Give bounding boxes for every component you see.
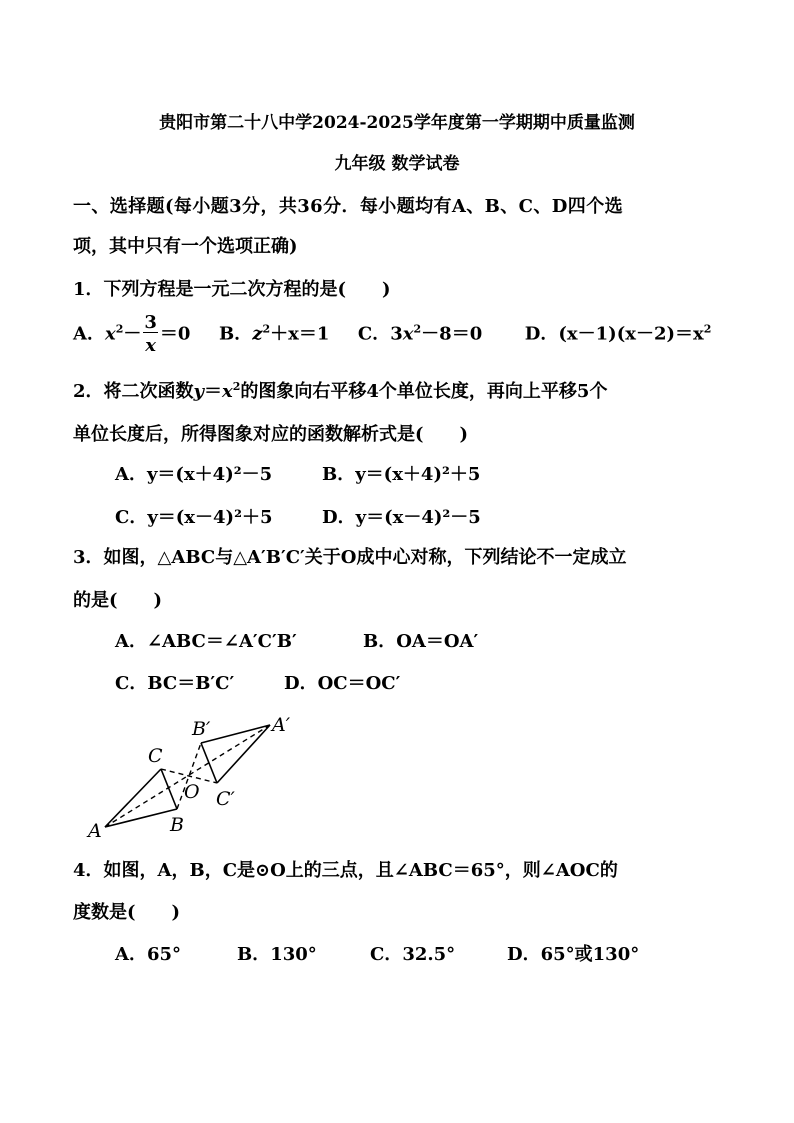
q4-stem-line1: 4．如图，A，B，C是⊙O上的三点，且∠ABC＝65°，则∠AOC的 xyxy=(73,860,618,881)
label-c-prime: C′ xyxy=(216,788,235,810)
q4-option-c: C．32.5° xyxy=(370,944,456,965)
label-c: C xyxy=(148,745,163,767)
q3-option-d: D．OC＝OC′ xyxy=(284,673,401,694)
q1-option-c-label: C． xyxy=(357,323,391,345)
q4-option-a: A．65° xyxy=(115,944,182,965)
q2-stem-part1: 2．将二次函数 xyxy=(73,381,194,402)
q3-stem-line2: 的是( ) xyxy=(73,590,163,611)
q1-option-d-label: D． xyxy=(524,323,559,345)
q4-option-d: D．65°或130° xyxy=(507,944,640,965)
triangle-abc xyxy=(105,769,177,827)
fraction-numerator: 3 xyxy=(144,312,157,333)
q1-option-c-tail: －8＝0 xyxy=(421,323,483,345)
q1-option-b-label: B． xyxy=(218,323,253,345)
q1-option-b-tail: ＋x＝1 xyxy=(270,323,330,345)
triangle-a-prime-b-prime-c-prime xyxy=(201,725,270,783)
label-o: O xyxy=(184,781,200,803)
q2-option-c: C．y＝(x－4)²＋5 xyxy=(115,507,273,528)
exam-subtitle: 九年级 数学试卷 xyxy=(334,154,460,174)
q3-stem-line1: 3．如图，△ABC与△A′B′C′关于O成中心对称，下列结论不一定成立 xyxy=(73,547,627,568)
section-heading-line2: 项，其中只有一个选项正确) xyxy=(73,236,298,257)
label-a-prime: A′ xyxy=(272,714,291,736)
section-heading-line1: 一、选择题(每小题3分，共36分．每小题均有A、B、C、D四个选 xyxy=(73,196,624,217)
label-a: A xyxy=(88,820,102,842)
q3-option-a: A．∠ABC＝∠A′C′B′ xyxy=(115,631,297,652)
q1-option-a-tail: ＝0 xyxy=(159,323,191,345)
q1-option-a-label: A． xyxy=(73,323,105,345)
q3-option-b: B．OA＝OA′ xyxy=(363,631,479,652)
q3-option-c: C．BC＝B′C′ xyxy=(115,673,235,694)
q3-figure xyxy=(80,705,310,845)
q1-options: A．$x^2-$ $\frac{3}{x}$ ＝0 B．$z^2+x=1$ C．$3x^2-8=0$ D．$(x-1)(x-2)=x^2$ xyxy=(73,312,712,356)
q2-option-d: D．y＝(x－4)²－5 xyxy=(322,507,481,528)
q2-stem-line1: 2．将二次函数$y=x^2$的图象向右平移4个单位长度，再向上平移5个 xyxy=(73,380,608,402)
q2-stem-part2: 的图象向右平移4个单位长度，再向上平移5个 xyxy=(240,381,608,402)
label-b: B xyxy=(170,814,184,836)
q4-stem-line2: 度数是( ) xyxy=(73,902,181,923)
q2-stem-line2: 单位长度后，所得图象对应的函数解析式是( ) xyxy=(73,424,469,445)
label-b-prime: B′ xyxy=(192,718,211,740)
q1-option-a-fraction xyxy=(143,314,158,355)
q2-option-a: A．y＝(x＋4)²－5 xyxy=(115,464,273,485)
q1-option-d-text: (x－1)(x－2)＝x xyxy=(558,323,704,345)
fraction-denominator: x xyxy=(145,335,156,356)
exam-title: 贵阳市第二十八中学2024-2025学年度第一学期期中质量监测 xyxy=(159,113,635,133)
q4-option-b: B．130° xyxy=(237,944,317,965)
dashed-center-lines xyxy=(105,725,270,827)
q1-stem: 1．下列方程是一元二次方程的是( ) xyxy=(73,279,391,300)
q2-option-b: B．y＝(x＋4)²＋5 xyxy=(322,464,481,485)
